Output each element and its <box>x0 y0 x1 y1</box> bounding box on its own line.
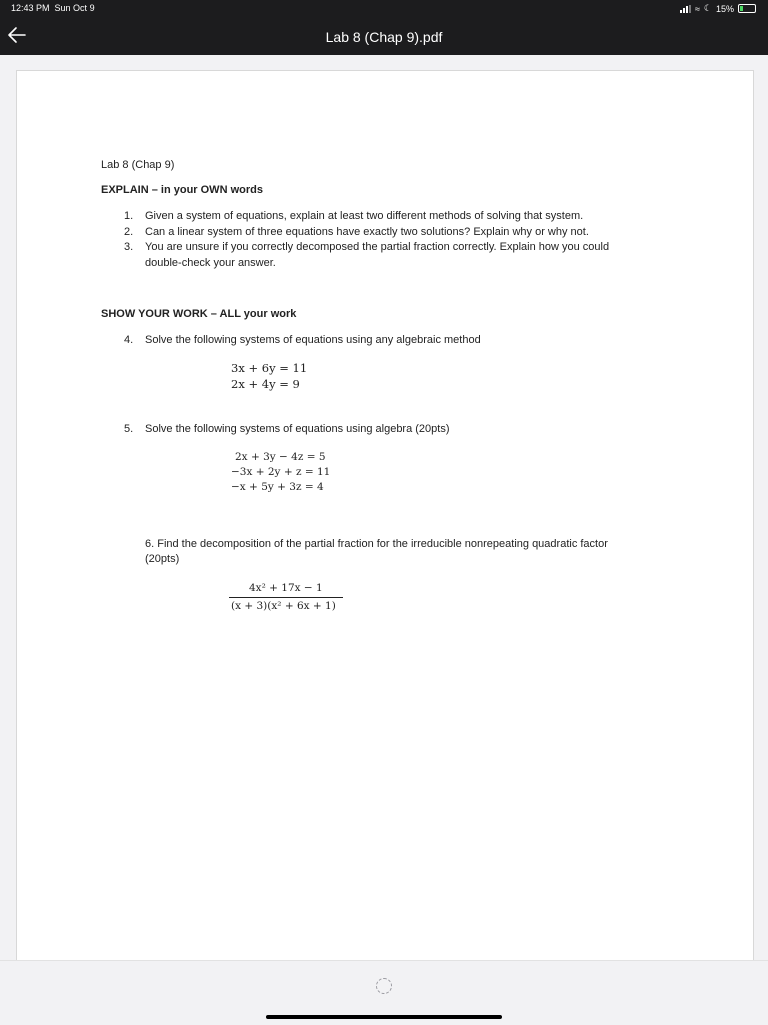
question-text: Given a system of equations, explain at least two different methods of solving that system. <box>145 210 584 222</box>
fraction-denominator: (x + 3)(x² + 6x + 1) <box>231 600 336 612</box>
question-text-continued: double-check your answer. <box>145 257 276 269</box>
fraction-numerator: 4x² + 17x − 1 <box>249 582 323 594</box>
pdf-page <box>16 70 754 962</box>
equation: −3x + 2y + z = 11 <box>231 466 331 478</box>
status-indicators <box>680 3 756 14</box>
wifi-icon: ≈ <box>694 3 700 14</box>
section-explain-title: EXPLAIN – in your OWN words <box>101 184 263 196</box>
home-indicator[interactable] <box>266 1015 502 1019</box>
fraction-bar <box>229 597 343 598</box>
moon-icon: ☾ <box>703 3 712 13</box>
equation: −x + 5y + 3z = 4 <box>231 481 324 493</box>
question-text: Can a linear system of three equations have exactly two solutions? Explain why or why not. <box>145 226 589 238</box>
app-header <box>0 0 768 55</box>
question-text-continued: (20pts) <box>145 553 180 565</box>
status-time: 12:43 PM Sun Oct 9 <box>11 3 95 13</box>
equation: 2x + 3y − 4z = 5 <box>235 451 326 463</box>
equation: 2x + 4y = 9 <box>231 377 300 391</box>
question-number: 1. <box>124 210 134 222</box>
question-number: 5. <box>124 423 134 435</box>
battery-percent: 15% <box>715 3 734 14</box>
question-text: You are unsure if you correctly decomposed the partial fraction correctly. Explain how you could <box>145 241 610 253</box>
question-number: 2. <box>124 226 134 238</box>
question-number: 4. <box>124 334 134 346</box>
cellular-signal-icon <box>680 5 691 13</box>
question-text: 6. Find the decomposition of the partial fraction for the irreducible nonrepeating quadratic factor <box>145 538 608 550</box>
battery-icon <box>738 4 756 13</box>
document-heading: Lab 8 (Chap 9) <box>101 159 175 171</box>
question-text: Solve the following systems of equations using any algebraic method <box>145 334 481 346</box>
question-text: Solve the following systems of equations using algebra (20pts) <box>145 423 450 435</box>
section-work-title: SHOW YOUR WORK – ALL your work <box>101 308 297 320</box>
bottom-toolbar <box>0 960 768 1025</box>
document-title: Lab 8 (Chap 9).pdf <box>325 29 443 45</box>
loading-spinner-icon <box>376 978 392 994</box>
equation: 3x + 6y = 11 <box>231 361 308 375</box>
question-number: 3. <box>124 241 134 253</box>
